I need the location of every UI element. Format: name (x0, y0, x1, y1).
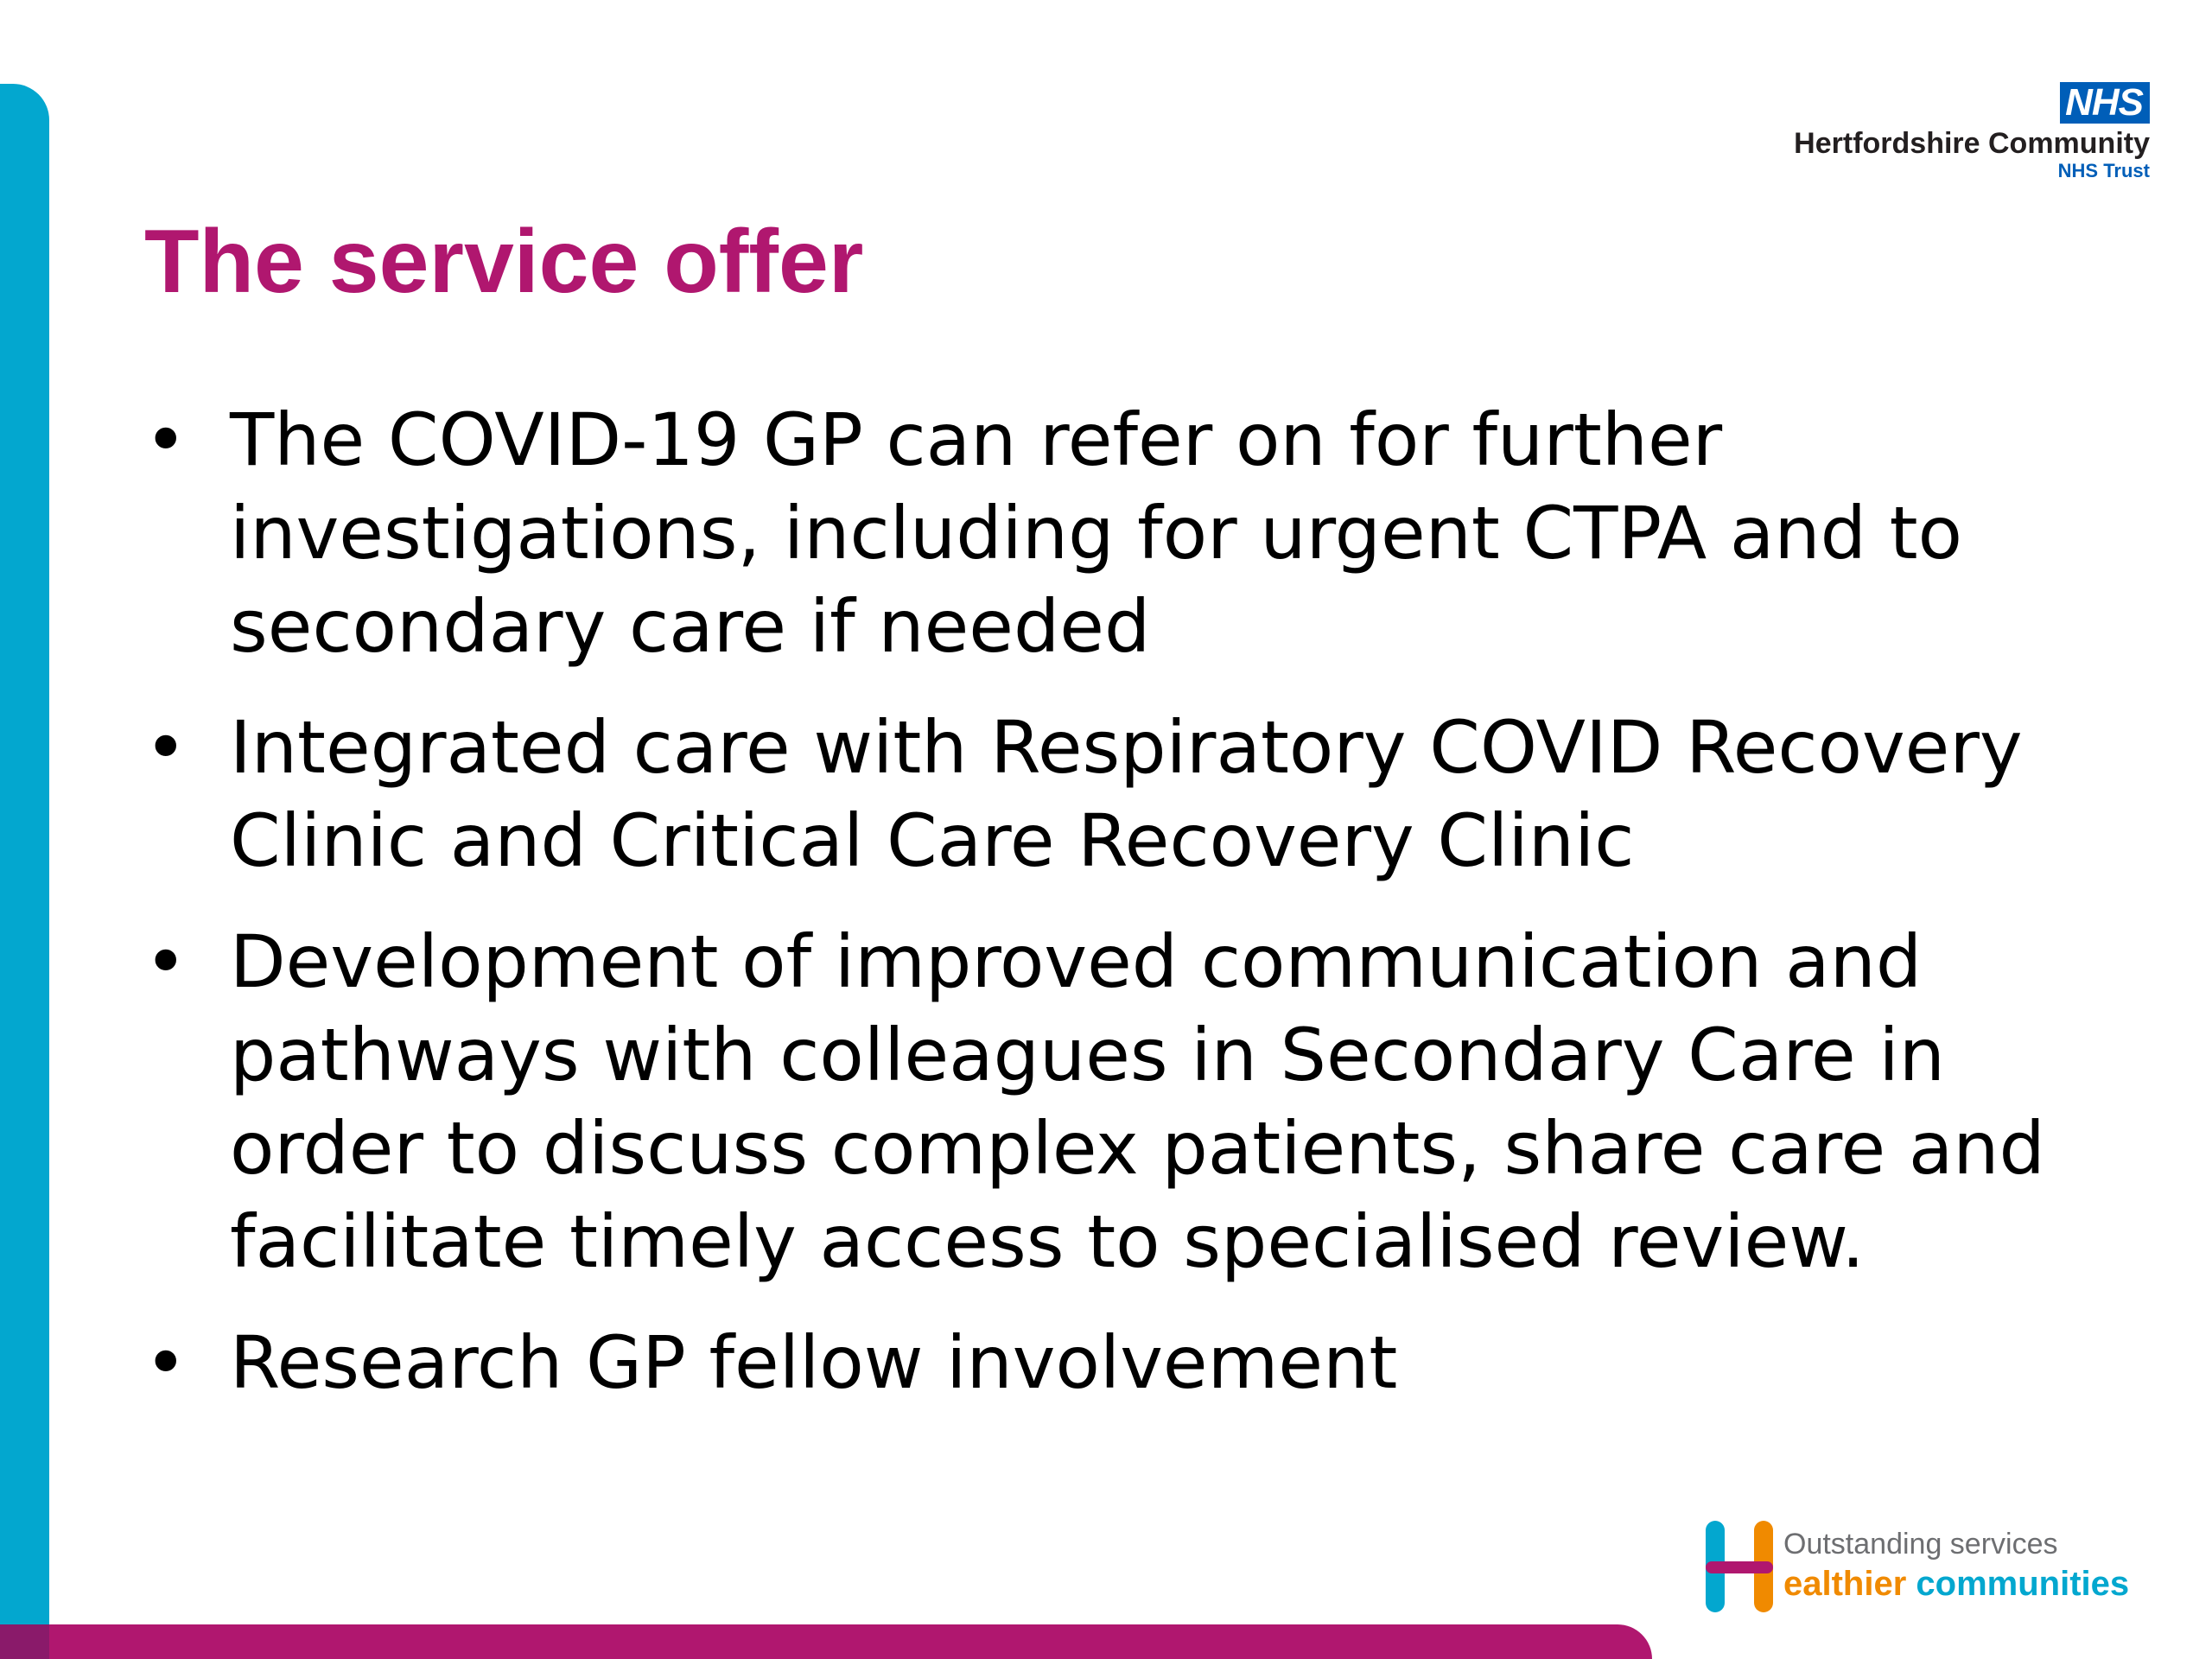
bullet-list (144, 393, 2097, 1437)
bullet-item (144, 393, 2097, 673)
nhs-org-name: Hertfordshire Community (1794, 127, 2150, 160)
footer-tagline-line1: Outstanding services (1783, 1528, 2058, 1560)
slide-title: The service offer (144, 212, 864, 312)
bottom-bar-corner (0, 1624, 49, 1659)
nhs-badge: NHS (2060, 82, 2150, 124)
nhs-trust-logo (1794, 82, 2150, 182)
footer-tagline-line2 (1783, 1564, 2129, 1604)
bullet-dot: • (144, 1320, 188, 1405)
bullet-dot: • (144, 397, 188, 482)
footer-tagline-word2: communities (1906, 1565, 2130, 1603)
nhs-org-subtitle: NHS Trust (2057, 160, 2150, 181)
bullet-text: The COVID-19 GP can refer on for further investigations, including for urgent CTPA and to secondary care if needed (230, 397, 1962, 669)
bullet-item (144, 1316, 2097, 1409)
footer-tagline-word1: ealthier (1783, 1565, 1907, 1603)
bullet-item (144, 915, 2097, 1288)
left-accent-bar (0, 84, 49, 1659)
bullet-item (144, 701, 2097, 887)
bullet-text: Research GP fellow involvement (230, 1320, 1398, 1405)
h-logo-icon (1700, 1521, 1778, 1612)
bullet-dot: • (144, 919, 188, 1004)
bottom-accent-bar (0, 1624, 1652, 1659)
bullet-dot: • (144, 705, 188, 790)
bullet-text: Integrated care with Respiratory COVID Recovery Clinic and Critical Care Recovery Clinic (230, 705, 2023, 883)
healthier-communities-logo (1700, 1521, 2150, 1616)
h-crossbar (1706, 1561, 1773, 1573)
bullet-text: Development of improved communication and pathways with colleagues in Secondary Care in order to discuss complex patients, share care and facilitate timely access to specialised review. (230, 919, 2045, 1284)
